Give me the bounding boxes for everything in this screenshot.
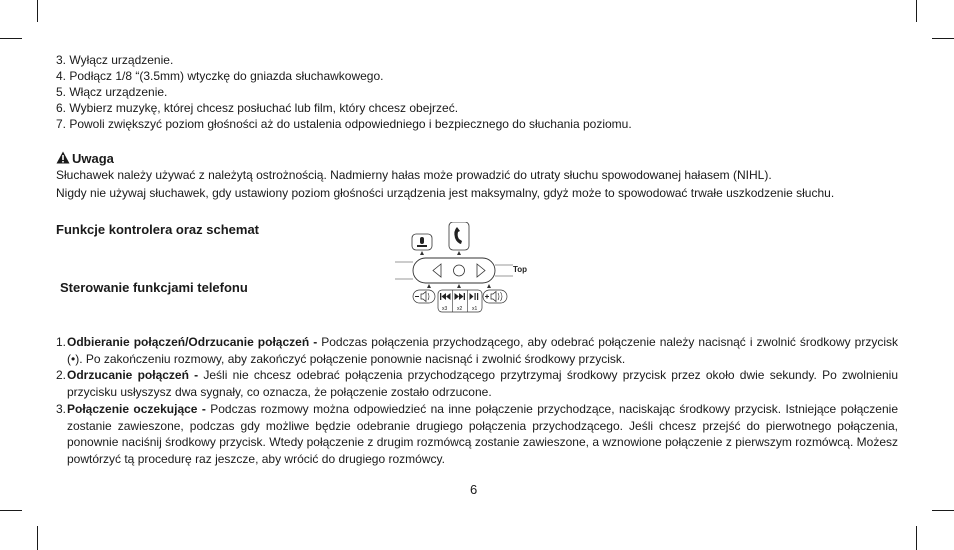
warning-line-1: Słuchawek należy używać z należytą ostrożnością. Nadmierny hałas może prowadzić do utraty słuchu spowodowanej hałasem (NIHL). <box>56 168 772 182</box>
mic-icon <box>412 234 432 250</box>
top-label: Top <box>513 265 528 274</box>
volume-minus-icon <box>413 290 435 303</box>
track-controls-icons <box>438 290 482 312</box>
crop-mark <box>37 0 38 22</box>
warning-title-row <box>56 151 114 167</box>
crop-mark <box>932 38 954 39</box>
volume-plus-icon <box>483 290 507 303</box>
function-item-3 <box>56 401 898 467</box>
x1-label: x1 <box>472 306 478 312</box>
function-number: 2. <box>56 368 67 382</box>
function-item-1 <box>56 334 898 367</box>
arrow-icon <box>457 251 461 255</box>
x3-label: x3 <box>442 306 448 312</box>
section-title: Funkcje kontrolera oraz schemat <box>56 222 260 237</box>
crop-mark <box>0 510 22 511</box>
arrow-icon <box>427 284 431 288</box>
controller-diagram <box>395 222 535 314</box>
function-title: Połączenie oczekujące - <box>67 402 206 416</box>
warning-icon <box>56 151 70 164</box>
arrow-icon <box>457 284 461 288</box>
function-number: 3. <box>56 402 67 416</box>
next-track-icon <box>455 293 466 300</box>
phone-icon <box>449 222 469 250</box>
crop-mark <box>916 0 917 22</box>
controller-body <box>413 258 495 283</box>
play-pause-icon <box>470 293 479 300</box>
crop-mark <box>932 510 954 511</box>
arrow-icon <box>487 284 491 288</box>
function-text: Jeśli nie chcesz odebrać połączenia przychodzącego przytrzymaj środkowy przycisk przez około dwie sekundy. Po zwolnieniu przycisku usłyszysz dwa sygnały, co oznacza, że połączenie zostało odrzucone. <box>67 368 899 399</box>
arrow-icon <box>420 251 424 255</box>
x2-label: x2 <box>457 306 463 312</box>
step-6: 6. Wybierz muzykę, której chcesz posłuchać lub film, który chcesz obejrzeć. <box>56 101 459 115</box>
step-3: 3. Wyłącz urządzenie. <box>56 53 174 67</box>
crop-mark <box>0 38 22 39</box>
step-5: 5. Włącz urządzenie. <box>56 85 168 99</box>
function-text: Podczas połączenia przychodzącego, aby odebrać połączenie należy nacisnąć i zwolnić środkowy przycisk (•). Po zakończeniu rozmowy, aby zakończyć połączenie ponownie nacisnąć i zwolnić środkowy przycisk. <box>67 335 898 366</box>
function-title: Odrzucanie połączeń - <box>67 368 199 382</box>
warning-title: Uwaga <box>72 151 114 166</box>
crop-mark <box>37 526 38 550</box>
subsection-title: Sterowanie funkcjami telefonu <box>60 280 248 295</box>
function-title: Odbieranie połączeń/Odrzucanie połączeń - <box>67 335 318 349</box>
step-7: 7. Powoli zwiększyć poziom głośności aż do ustalenia odpowiedniego i bezpiecznego do słuchania poziomu. <box>56 117 632 131</box>
previous-track-icon <box>440 293 451 300</box>
warning-line-2: Nigdy nie używaj słuchawek, gdy ustawiony poziom głośności urządzenia jest maksymalny, gdyż może to spowodować trwałe uszkodzenie słuchu. <box>56 186 835 200</box>
function-number: 1. <box>56 335 67 349</box>
crop-mark <box>916 526 917 550</box>
page-number: 6 <box>470 482 478 497</box>
step-4: 4. Podłącz 1/8 “(3.5mm) wtyczkę do gniazda słuchawkowego. <box>56 69 384 83</box>
function-text: Podczas rozmowy można odpowiedzieć na inne połączenie przychodzące, naciskając środkowy przycisk. Istniejące połączenie zostanie zawieszone, podczas gdy możliwe będzie odebranie drugiego połączenia przychodzącego. Jeśli chcesz przejść do pierwotnego połączenia, ponownie naciśnij środkowy przycisk. Wtedy połączenie z drugim rozmówcą zostanie zawieszone, a wznowione połączenie z pierwszym rozmówcą. Możesz powtórzyć tą procedurę raz jeszcze, aby wrócić do drugiego rozmówcy. <box>67 402 898 466</box>
function-item-2 <box>56 367 898 400</box>
